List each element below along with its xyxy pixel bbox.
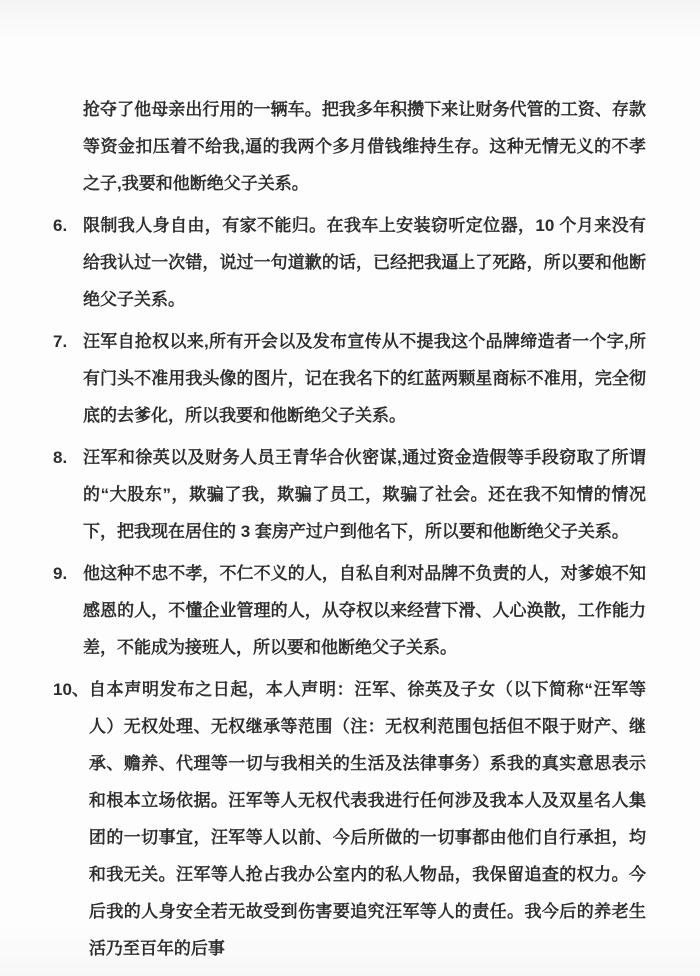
item-number: 8. (53, 448, 68, 467)
item-text: 他这种不忠不孝，不仁不义的人，自私自利对品牌不负责的人，对爹娘不知感恩的人，不懂企业管理的人，从夺权以来经营下滑、人心涣散，工作能力差，不能成为接班人，所以要和他断绝父子关系。 (83, 564, 646, 657)
list-item-8 (53, 439, 646, 550)
item-text: 自本声明发布之日起，本人声明：汪军、徐英及子女（以下简称“汪军等人）无权处理、无权继承等范围（注：无权利范围包括但不限于财产、继承、赡养、代理等一切与我相关的生活及法律事务）系我的真实意思表示和根本立场依据。汪军等人无权代表我进行任何涉及我本人及双星名人集团的一切事宜，汪军等人以前、今后所做的一切事都由他们自行承担，均和我无关。汪军等人抢占我办公室内的私人物品，我保留追查的权力。今后我的人身安全若无故受到伤害要追究汪军等人的责任。我今后的养老生活乃至百年的后事 (88, 680, 646, 958)
item-text: 限制我人身自由，有家不能归。在我车上安装窃听定位器，10 个月来没有给我认过一次错，说过一句道歉的话，已经把我逼上了死路，所以要和他断绝父子关系。 (83, 216, 646, 309)
list-item-7 (53, 323, 646, 434)
item-text: 汪军自抢权以来,所有开会以及发布宣传从不提我这个品牌缔造者一个字,所有门头不准用我头像的图片，记在我名下的红蓝两颗星商标不准用，完全彻底的去爹化，所以我要和他断绝父子关系。 (83, 332, 646, 425)
item-number: 9. (53, 564, 68, 583)
item-number: 10、 (53, 680, 89, 699)
item-text: 汪军和徐英以及财务人员王青华合伙密谋,通过资金造假等手段窃取了所谓的“大股东”，欺骗了我，欺骗了员工，欺骗了社会。还在我不知情的情况下，把我现在居住的 3 套房产过户到他名下，所以要和他断绝父子关系。 (83, 448, 646, 541)
paragraph-continuation: 抢夺了他母亲出行用的一辆车。把我多年积攒下来让财务代管的工资、存款等资金扣压着不给我,逼的我两个多月借钱维持生存。这种无情无义的不孝之子,我要和他断绝父子关系。 (83, 100, 646, 193)
item-number: 6. (53, 216, 68, 235)
list-item-9 (53, 555, 646, 666)
list-item-10 (53, 671, 646, 967)
item-number: 7. (53, 332, 68, 351)
list-item-6 (53, 207, 646, 318)
